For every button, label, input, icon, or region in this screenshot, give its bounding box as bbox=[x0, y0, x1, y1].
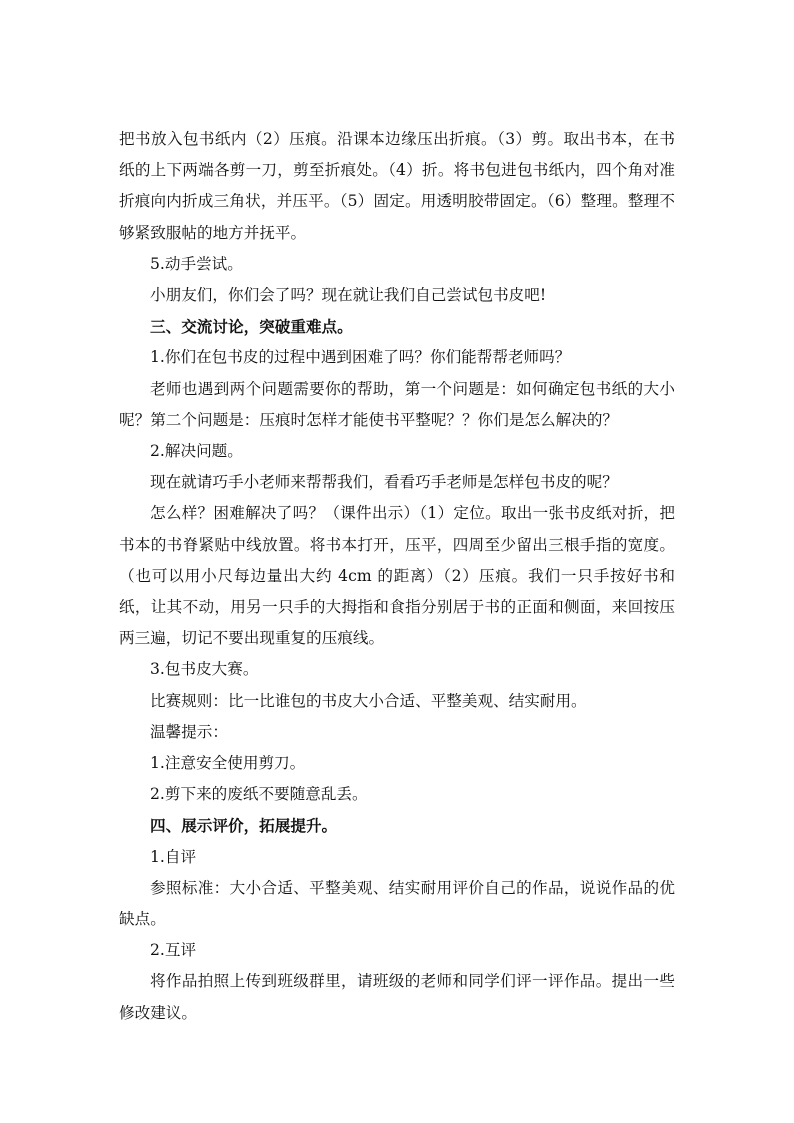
self-eval-heading: 1.自评 bbox=[150, 847, 197, 866]
step-5-heading: 5.动手尝试。 bbox=[150, 254, 243, 273]
question-1: 1.你们在包书皮的过程中遇到困难了吗？你们能帮帮老师吗？ bbox=[150, 348, 571, 367]
tip-2: 2.剪下来的废纸不要随意乱丢。 bbox=[150, 785, 368, 804]
paragraph-try: 小朋友们，你们会了吗？现在就让我们自己尝试包书皮吧! bbox=[150, 286, 547, 305]
peer-eval-heading: 2.互评 bbox=[150, 941, 197, 960]
paragraph-1: 把书放入包书纸内（2）压痕。沿课本边缘压出折痕。（3）剪。取出书本，在书纸的上下两端各剪一刀，剪至折痕处。（4）折。将书包进包书纸内，四个角对准折痕向内折成三角状，并压平。（5）固定。用透明胶带固定。（6）整理。整理不够紧致服帖的地方并抚平。 bbox=[119, 130, 675, 242]
tip-1: 1.注意安全使用剪刀。 bbox=[150, 754, 306, 773]
section-3-heading: 三、交流讨论，突破重难点。 bbox=[150, 317, 353, 337]
step-2-heading: 2.解决问题。 bbox=[150, 442, 243, 461]
paragraph-method: 怎么样？困难解决了吗？（课件出示）（1）定位。取出一张书皮纸对折，把书本的书脊紧贴中线放置。将书本打开，压平，四周至少留出三根手指的宽度。（也可以用小尺每边量出大约 4cm 的距离）（2）压痕。我们一只手按好书和纸，让其不动，用另一只手的大拇指和食指分别居于书的正面和侧面，来回按压两三遍，切记不要出现重复的压痕线。 bbox=[119, 504, 675, 648]
paragraph-rules: 比赛规则：比一比谁包的书皮大小合适、平整美观、结实耐用。 bbox=[150, 691, 587, 710]
paragraph-peer-eval: 将作品拍照上传到班级群里，请班级的老师和同学们评一评作品。提出一些修改建议。 bbox=[119, 972, 675, 1022]
document-body bbox=[119, 124, 675, 1029]
tips-heading: 温馨提示： bbox=[150, 722, 228, 741]
paragraph-helper: 现在就请巧手小老师来帮帮我们，看看巧手老师是怎样包书皮的呢？ bbox=[150, 473, 618, 492]
paragraph-self-eval: 参照标准：大小合适、平整美观、结实耐用评价自己的作品，说说作品的优缺点。 bbox=[119, 878, 675, 929]
paragraph-problems: 老师也遇到两个问题需要你的帮助，第一个问题是：如何确定包书纸的大小呢？第二个问题是：压痕时怎样才能使书平整呢？？你们是怎么解决的？ bbox=[119, 379, 675, 429]
step-3-heading: 3.包书皮大赛。 bbox=[150, 660, 259, 679]
section-4-heading: 四、展示评价，拓展提升。 bbox=[150, 816, 338, 836]
